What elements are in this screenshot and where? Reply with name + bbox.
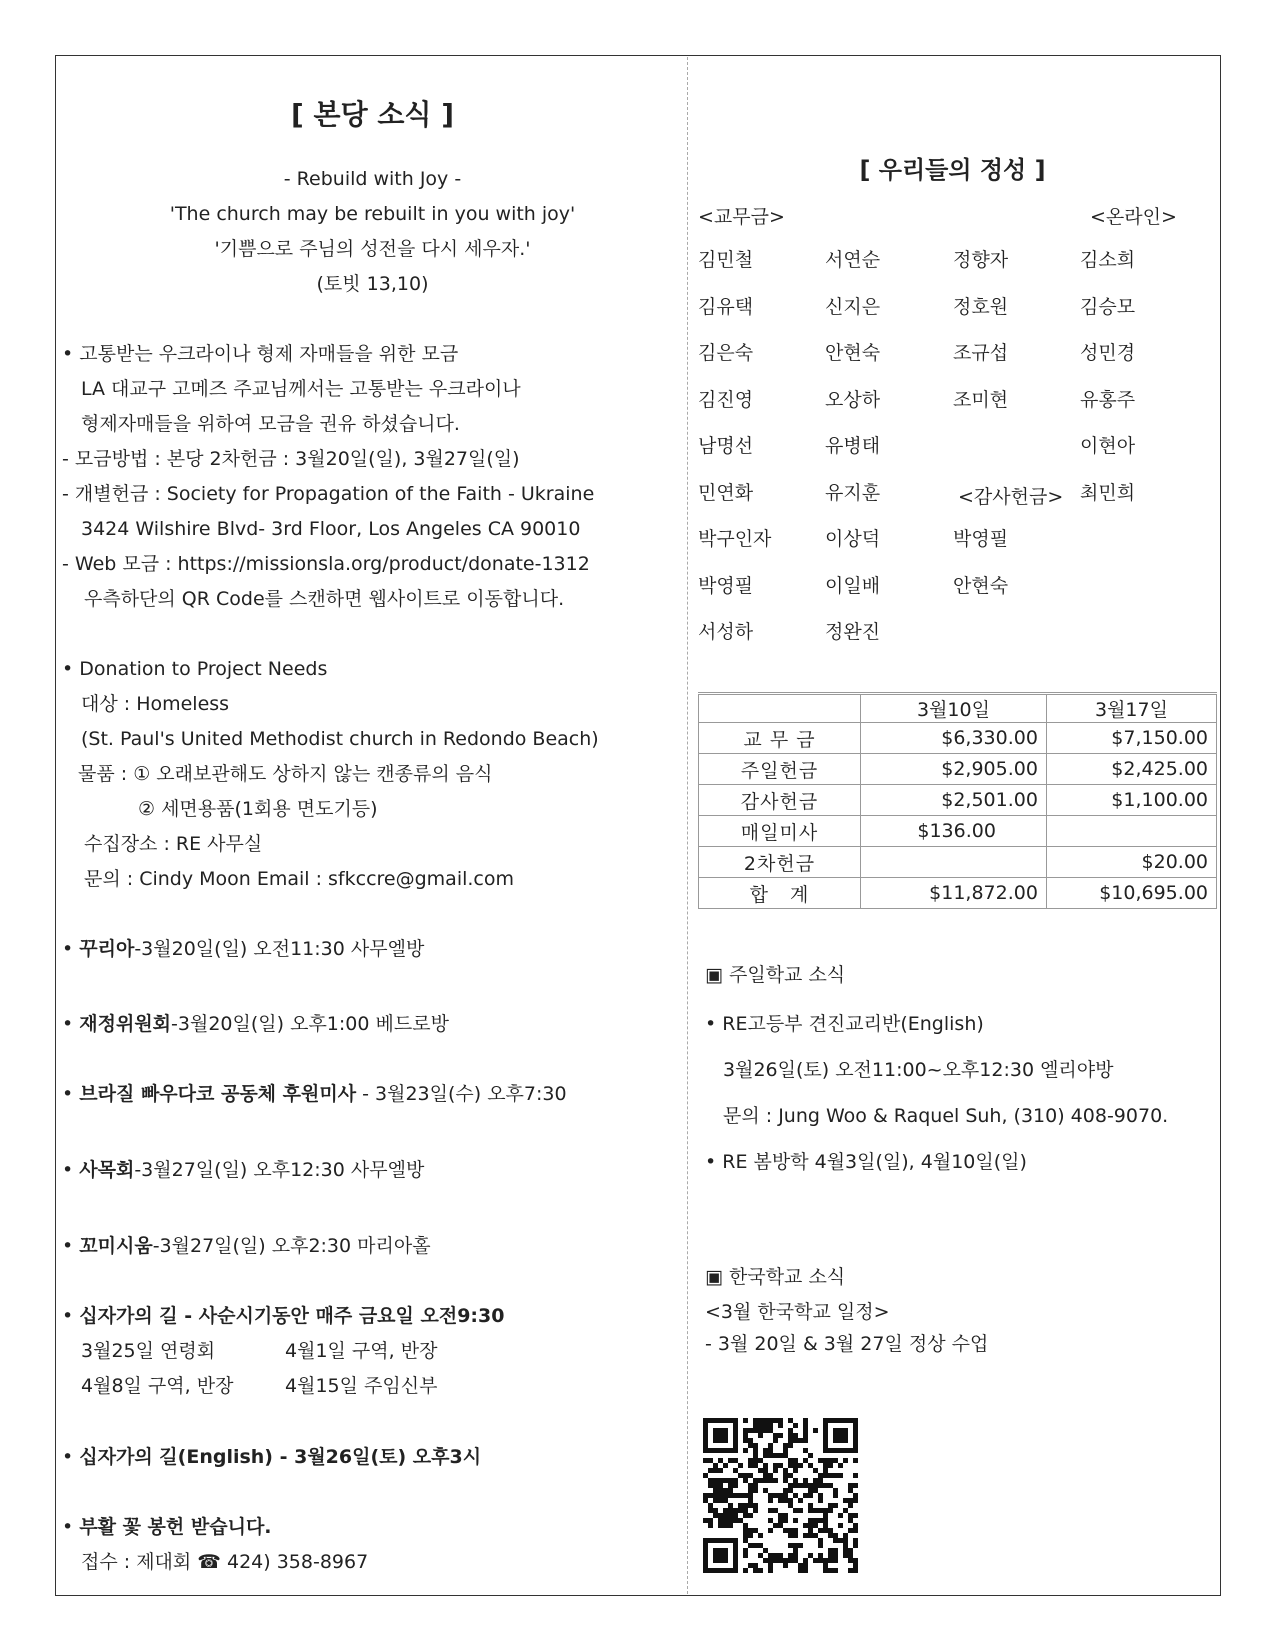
event-detail: -3월20일(일) 오후1:00 베드로방 (171, 1013, 449, 1035)
motto-line-3: '기쁨으로 주님의 성전을 다시 세우자.' (214, 238, 531, 260)
amount-cell (1046, 816, 1216, 847)
stations-schedule-item: 4월8일 구역, 반장 (81, 1375, 234, 1397)
ukraine-heading: 고통받는 우크라이나 형제 자매들을 위한 모금 (79, 343, 459, 365)
edu-fund-label: <교무금> (698, 206, 785, 228)
ukraine-line: 형제자매들을 위하여 모금을 권유 하셨습니다. (81, 413, 460, 435)
korean-school-line: - 3월 20일 & 3월 27일 정상 수업 (705, 1333, 989, 1355)
row-label: 매일미사 (699, 816, 861, 847)
event-item (62, 1082, 567, 1106)
table-header-cell (699, 694, 861, 723)
event-name: 사목회 (79, 1159, 135, 1181)
ukraine-line: - 개별헌금 : Society for Propagation of the Faith - Ukraine (62, 483, 595, 505)
ukraine-line: - 모금방법 : 본당 2차헌금 : 3월20일(일), 3월27일(일) (62, 448, 520, 470)
bullet-icon: • (62, 658, 74, 680)
donor-name: 남명선 (698, 435, 754, 457)
sunday-school-item-title: RE 봄방학 4월3일(일), 4월10일(일) (722, 1151, 1027, 1173)
sunday-school-heading: ▣ 주일학교 소식 (705, 964, 846, 986)
bullet-icon: • (62, 1516, 74, 1538)
event-item (62, 1234, 431, 1258)
event-detail: - 3월23일(수) 오후7:30 (356, 1083, 567, 1105)
donor-name: 이현아 (1080, 435, 1136, 457)
amount-cell: $20.00 (1046, 847, 1216, 878)
parish-news-title: [ 본당 소식 ] (290, 98, 455, 131)
donor-name: 유지훈 (825, 481, 881, 504)
amount-cell: $10,695.00 (1046, 878, 1216, 909)
stations-heading: 십자가의 길 - 사순시기동안 매주 금요일 오전9:30 (79, 1305, 505, 1327)
donation-section (62, 657, 327, 681)
bullet-icon: • (62, 343, 74, 365)
table-header-row (699, 694, 1217, 723)
offerings-title: [ 우리들의 정성 ] (859, 156, 1046, 184)
event-item (62, 1012, 449, 1036)
amount-cell: $2,905.00 (861, 754, 1047, 785)
stations-section (62, 1304, 504, 1328)
bullet-icon: • (62, 1083, 74, 1105)
event-detail: -3월27일(일) 오후12:30 사무엘방 (134, 1159, 425, 1181)
donor-name: 최민희 (1080, 481, 1136, 504)
bullet-icon: • (62, 938, 74, 960)
donor-name: 김승모 (1080, 295, 1136, 318)
amount-cell: $11,872.00 (861, 878, 1047, 909)
donor-name: 안현숙 (953, 574, 1009, 597)
korean-school-heading: ▣ 한국학교 소식 (705, 1266, 846, 1288)
event-name: 재정위원회 (79, 1013, 172, 1035)
donor-name: 안현숙 (825, 342, 881, 364)
amount-cell: $6,330.00 (861, 723, 1047, 754)
donation-heading: Donation to Project Needs (79, 658, 328, 680)
donor-name: 이상덕 (825, 528, 881, 550)
donor-name: 정호원 (953, 295, 1009, 318)
donor-name: 조미현 (953, 388, 1009, 411)
event-name: 꾸리아 (79, 938, 135, 960)
amount-cell: $2,501.00 (861, 785, 1047, 816)
stations-english-item (62, 1445, 481, 1469)
sunday-school-line: 3월26일(토) 오전11:00~오후12:30 엘리야방 (723, 1059, 1114, 1081)
stations-schedule-item: 3월25일 연령회 (81, 1340, 216, 1362)
bullet-icon: • (62, 1305, 74, 1327)
bullet-icon: • (62, 1013, 74, 1035)
amount-cell: $2,425.00 (1046, 754, 1216, 785)
event-item (62, 1158, 424, 1182)
event-name: 브라질 빠우다코 공동체 후원미사 (79, 1083, 357, 1105)
bullet-icon: • (705, 1013, 717, 1035)
donor-name: 김민철 (698, 249, 754, 271)
donor-name: 신지은 (825, 295, 881, 318)
table-row (699, 847, 1217, 878)
row-label: 감사헌금 (699, 785, 861, 816)
motto-line-2: 'The church may be rebuilt in you with joy' (169, 203, 576, 225)
event-item (62, 937, 424, 961)
donor-name: 이일배 (825, 574, 881, 597)
donation-line: 대상 : Homeless (81, 693, 230, 715)
donor-name: 오상하 (825, 388, 881, 411)
motto-line-1: - Rebuild with Joy - (283, 168, 462, 190)
korean-school-subheading: <3월 한국학교 일정> (705, 1301, 890, 1323)
qr-code-image[interactable] (703, 1418, 858, 1573)
amount-cell (861, 847, 1047, 878)
table-header-cell: 3월10일 (861, 694, 1047, 723)
stations-schedule-item: 4월1일 구역, 반장 (285, 1340, 438, 1362)
donor-name: 성민경 (1080, 342, 1136, 364)
bullet-icon: • (62, 1446, 74, 1468)
donor-name: 김유택 (698, 295, 754, 318)
donor-name: 김소희 (1080, 249, 1136, 271)
stations-english-text: 십자가의 길(English) - 3월26일(토) 오후3시 (79, 1446, 482, 1468)
table-total-row (699, 878, 1217, 909)
donation-line: ② 세면용품(1회용 면도기등) (138, 798, 378, 820)
row-label: 교 무 금 (699, 723, 861, 754)
donor-name: 정완진 (825, 621, 881, 643)
donation-line: 문의 : Cindy Moon Email : sfkccre@gmail.com (84, 868, 514, 890)
sunday-school-line: 문의 : Jung Woo & Raquel Suh, (310) 408-9070. (723, 1105, 1169, 1127)
thanks-offering-label: <감사헌금> (958, 486, 1064, 508)
donor-name: 유병태 (825, 435, 881, 457)
donation-line: 수집장소 : RE 사무실 (84, 833, 263, 855)
event-detail: -3월27일(일) 오후2:30 마리아홀 (152, 1235, 431, 1257)
donor-name: 김진영 (698, 388, 754, 411)
donor-name: 서연순 (825, 249, 881, 271)
table-row (699, 785, 1217, 816)
ukraine-line: 우측하단의 QR Code를 스캔하면 웹사이트로 이동합니다. (84, 588, 565, 610)
table-row (699, 754, 1217, 785)
sunday-school-item-title: RE고등부 견진교리반(English) (722, 1013, 984, 1035)
ukraine-line: LA 대교구 고메즈 주교님께서는 고통받는 우크라이나 (81, 378, 521, 400)
row-label: 2차헌금 (699, 847, 861, 878)
event-name: 꼬미시움 (79, 1235, 153, 1257)
bullet-icon: • (705, 1151, 717, 1173)
ukraine-line: 3424 Wilshire Blvd- 3rd Floor, Los Angeles CA 90010 (81, 518, 581, 540)
row-label: 합 계 (699, 878, 861, 909)
easter-flower-heading: 부활 꽃 봉헌 받습니다. (79, 1516, 272, 1538)
donor-name: 서성하 (698, 621, 754, 643)
sunday-school-item (705, 1150, 1027, 1174)
column-divider (687, 57, 688, 1594)
row-label: 주일헌금 (699, 754, 861, 785)
donation-line: (St. Paul's United Methodist church in Redondo Beach) (81, 728, 599, 750)
online-label: <온라인> (1090, 206, 1177, 228)
bullet-icon: • (62, 1235, 74, 1257)
amount-cell: $1,100.00 (1046, 785, 1216, 816)
donation-line: 물품 : ① 오래보관해도 상하지 않는 캔종류의 음식 (78, 763, 493, 785)
donor-name: 박구인자 (698, 528, 772, 550)
donor-name: 박영필 (953, 528, 1009, 550)
offering-table (698, 692, 1217, 909)
stations-schedule-item: 4월15일 주임신부 (285, 1375, 438, 1397)
table-row (699, 723, 1217, 754)
sunday-school-item (705, 1012, 984, 1036)
ukraine-section (62, 342, 458, 366)
donor-name: 유홍주 (1080, 388, 1136, 411)
easter-flower-item (62, 1515, 272, 1539)
donor-name: 민연화 (698, 481, 754, 504)
motto-citation: (토빗 13,10) (316, 273, 429, 295)
amount-cell: $7,150.00 (1046, 723, 1216, 754)
bullet-icon: • (62, 1159, 74, 1181)
ukraine-line: - Web 모금 : https://missionsla.org/product/donate-1312 (62, 553, 590, 575)
table-header-cell: 3월17일 (1046, 694, 1216, 723)
donor-name: 김은숙 (698, 342, 754, 364)
event-detail: -3월20일(일) 오전11:30 사무엘방 (134, 938, 425, 960)
table-row (699, 816, 1217, 847)
donor-name: 정향자 (953, 249, 1009, 271)
donor-name: 박영필 (698, 574, 754, 597)
donor-name: 조규섭 (953, 342, 1009, 364)
amount-cell: $136.00 (861, 816, 1047, 847)
easter-flower-contact: 접수 : 제대회 ☎ 424) 358-8967 (81, 1551, 369, 1573)
